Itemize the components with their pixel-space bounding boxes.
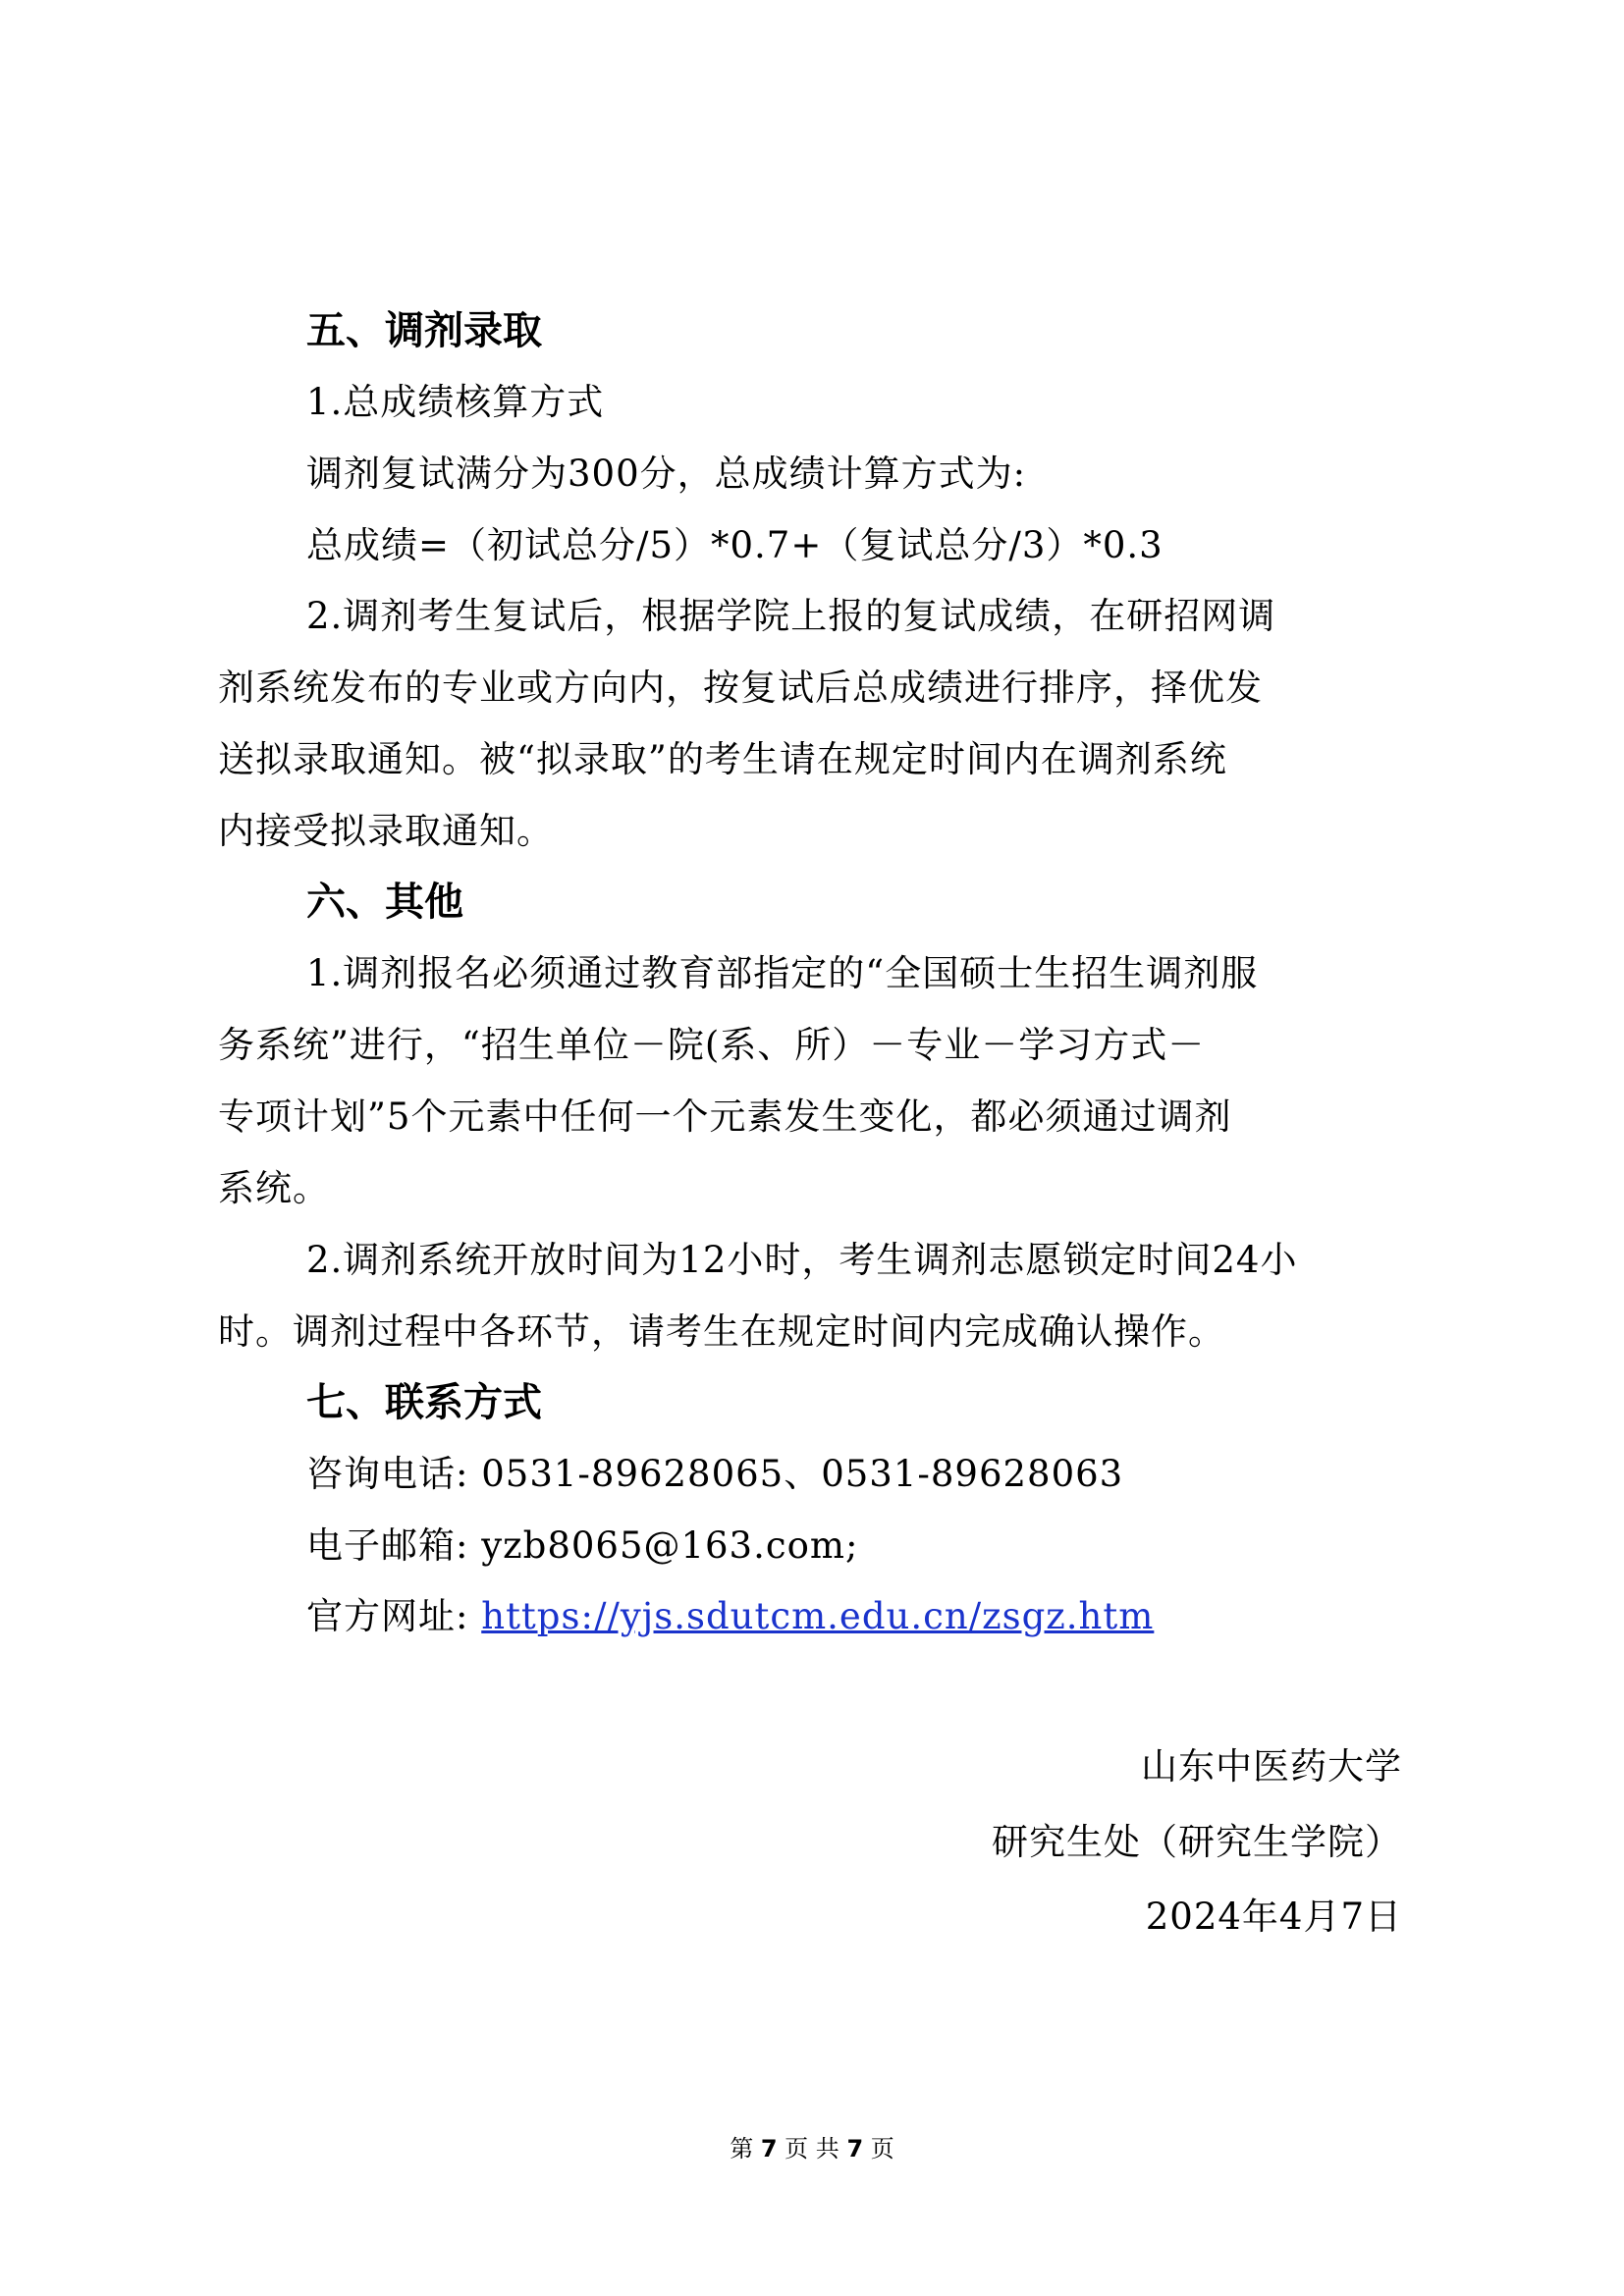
footer-total-pages: 7 [846,2135,864,2163]
phone-row [306,1450,1123,1499]
website-label: 官方网址: [306,1595,469,1637]
footer-prefix: 第 [730,2135,754,2163]
footer-current-page: 7 [760,2135,778,2163]
section7-heading: 七、联系方式 [306,1380,542,1425]
footer-suffix: 页 [870,2135,894,2163]
section6-item1-line3: 专项计划”5个元素中任何一个元素发生变化，都必须通过调剂 [218,1095,1232,1138]
section5-item2-line1: 2.调剂考生复试后，根据学院上报的复试成绩，在研招网调 [306,595,1276,637]
section6-item1-line2: 务系统”进行，“招生单位－院(系、所）－专业－学习方式－ [218,1024,1206,1066]
phone-value: 0531-89628065、0531-89628063 [481,1453,1124,1495]
section6-item2-line2: 时。调剂过程中各环节，请考生在规定时间内完成确认操作。 [218,1310,1225,1353]
section6-item1-line1: 1.调剂报名必须通过教育部指定的“全国硕士生招生调剂服 [306,952,1259,994]
section6-heading: 六、其他 [306,880,463,925]
signature-org: 山东中医药大学 [1141,1745,1402,1788]
section5-heading: 五、调剂录取 [306,308,542,353]
page-footer [0,2134,1624,2163]
section5-item2-line2: 剂系统发布的专业或方向内，按复试后总成绩进行排序，择优发 [218,667,1263,709]
email-value: yzb8065@163.com; [481,1524,859,1567]
email-label: 电子邮箱: [306,1524,469,1567]
signature-date: 2024年4月7日 [1145,1896,1402,1938]
section5-item1-line1: 调剂复试满分为300分，总成绩计算方式为: [306,453,1027,495]
footer-middle: 页 共 [785,2135,839,2163]
section6-item1-line4: 系统。 [218,1167,330,1209]
signature-dept: 研究生处（研究生学院） [992,1821,1402,1863]
email-row [306,1522,858,1571]
website-row [306,1592,1154,1641]
section5-item1-title: 1.总成绩核算方式 [306,381,605,423]
phone-label: 咨询电话: [306,1453,469,1495]
section5-item1-formula: 总成绩=（初试总分/5）*0.7+（复试总分/3）*0.3 [306,524,1164,566]
section6-item2-line1: 2.调剂系统开放时间为12小时，考生调剂志愿锁定时间24小 [306,1239,1298,1281]
section5-item2-line3: 送拟录取通知。被“拟录取”的考生请在规定时间内在调剂系统 [218,738,1227,780]
section5-item2-line4: 内接受拟录取通知。 [218,810,554,852]
website-link[interactable]: https://yjs.sdutcm.edu.cn/zsgz.htm [481,1595,1155,1637]
